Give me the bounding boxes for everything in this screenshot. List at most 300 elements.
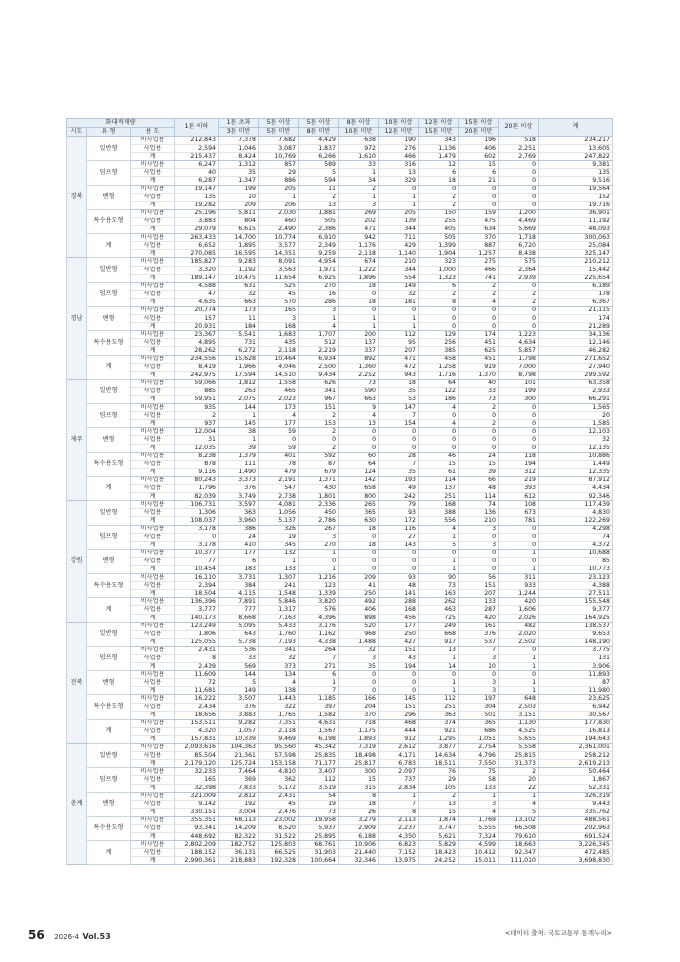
value-cell: 1 — [299, 565, 339, 573]
value-cell: 2,026 — [499, 614, 539, 622]
total-cell: 488,561 — [539, 816, 613, 824]
value-cell: 8,438 — [499, 250, 539, 258]
value-cell: 1,162 — [299, 630, 339, 638]
value-cell: 0 — [299, 557, 339, 565]
use-cell: 계 — [131, 857, 175, 865]
total-cell: 299,592 — [539, 371, 613, 379]
table-row — [67, 776, 613, 784]
value-cell: 1,760 — [259, 630, 299, 638]
value-cell: 4,588 — [175, 282, 219, 290]
use-cell: 계 — [131, 420, 175, 428]
value-cell: 13,975 — [379, 857, 419, 865]
use-cell: 사업용 — [131, 193, 175, 201]
value-cell: 0 — [339, 557, 379, 565]
value-cell: 133 — [459, 598, 499, 606]
value-cell: 0 — [339, 679, 379, 687]
header-col-6: 10톤 이상 — [379, 119, 419, 128]
value-cell: 1,896 — [339, 274, 379, 282]
value-cell: 4,046 — [259, 363, 299, 371]
value-cell: 2,431 — [259, 792, 299, 800]
value-cell: 4 — [459, 808, 499, 816]
value-cell: 2,118 — [259, 727, 299, 735]
table-row — [67, 452, 613, 460]
value-cell: 1 — [499, 565, 539, 573]
value-cell: 143 — [379, 541, 419, 549]
value-cell: 6 — [419, 169, 459, 177]
use-cell: 사업용 — [131, 630, 175, 638]
value-cell: 8,798 — [499, 371, 539, 379]
header-sub-7: 15톤 미만 — [419, 128, 459, 137]
value-cell: 781 — [499, 517, 539, 525]
table-row — [67, 800, 613, 808]
value-cell: 7,163 — [259, 614, 299, 622]
value-cell: 2,434 — [175, 703, 219, 711]
total-cell: 12,103 — [539, 428, 613, 436]
value-cell: 2,812 — [219, 792, 259, 800]
value-cell: 448,692 — [175, 833, 219, 841]
value-cell: 19,147 — [175, 185, 219, 193]
value-cell: 1,223 — [499, 331, 539, 339]
value-cell: 45,342 — [299, 744, 339, 752]
use-cell: 계 — [131, 396, 175, 404]
value-cell: 330,151 — [175, 808, 219, 816]
value-cell: 2,179,120 — [175, 760, 219, 768]
value-cell: 482 — [499, 622, 539, 630]
value-cell: 163 — [419, 590, 459, 598]
value-cell: 12,004 — [175, 428, 219, 436]
value-cell: 13 — [419, 646, 459, 654]
type-cell: 특수용도형 — [87, 209, 131, 233]
total-cell: 4,298 — [539, 525, 613, 533]
table-row — [67, 169, 613, 177]
value-cell: 68,761 — [299, 841, 339, 849]
value-cell: 1,606 — [499, 606, 539, 614]
use-cell: 계 — [131, 153, 175, 161]
value-cell: 66 — [459, 476, 499, 484]
value-cell: 270,085 — [175, 250, 219, 258]
value-cell: 264 — [299, 646, 339, 654]
value-cell: 194 — [499, 460, 539, 468]
value-cell: 104,363 — [219, 744, 259, 752]
type-cell: 계 — [87, 841, 131, 865]
value-cell: 24 — [219, 533, 259, 541]
table-row — [67, 760, 613, 768]
use-cell: 계 — [131, 517, 175, 525]
total-cell: 87,912 — [539, 476, 613, 484]
value-cell: 31,903 — [299, 849, 339, 857]
value-cell: 741 — [459, 274, 499, 282]
value-cell: 17,594 — [219, 371, 259, 379]
value-cell: 4 — [499, 800, 539, 808]
value-cell: 1,000 — [419, 266, 459, 274]
value-cell: 406 — [339, 606, 379, 614]
use-cell: 비사업용 — [131, 185, 175, 193]
value-cell: 0 — [499, 412, 539, 420]
table-row — [67, 412, 613, 420]
value-cell: 10,774 — [259, 234, 299, 242]
use-cell: 사업용 — [131, 315, 175, 323]
value-cell: 10 — [459, 663, 499, 671]
value-cell: 92,347 — [499, 849, 539, 857]
total-cell: 12,335 — [539, 468, 613, 476]
value-cell: 5,558 — [499, 744, 539, 752]
use-cell: 비사업용 — [131, 209, 175, 217]
use-cell: 계 — [131, 711, 175, 719]
use-cell: 사업용 — [131, 363, 175, 371]
value-cell: 0 — [175, 533, 219, 541]
value-cell: 172 — [379, 517, 419, 525]
value-cell: 341 — [299, 387, 339, 395]
table-row — [67, 177, 613, 185]
table-row — [67, 379, 613, 387]
value-cell: 20 — [499, 776, 539, 784]
value-cell: 48 — [459, 485, 499, 493]
use-cell: 사업용 — [131, 387, 175, 395]
value-cell: 8 — [379, 808, 419, 816]
total-cell: 11,192 — [539, 217, 613, 225]
value-cell: 212,843 — [175, 137, 219, 145]
value-cell: 5,829 — [419, 841, 459, 849]
use-cell: 비사업용 — [131, 695, 175, 703]
use-cell: 사업용 — [131, 412, 175, 420]
value-cell: 25,817 — [339, 760, 379, 768]
value-cell: 5,541 — [219, 331, 259, 339]
value-cell: 466 — [379, 153, 419, 161]
header-sub-4: 8톤 미만 — [299, 128, 339, 137]
table-row — [67, 306, 613, 314]
value-cell: 2,909 — [339, 824, 379, 832]
value-cell: 2,769 — [499, 153, 539, 161]
table-row — [67, 493, 613, 501]
use-cell: 계 — [131, 250, 175, 258]
header-sub-5: 10톤 미만 — [339, 128, 379, 137]
value-cell: 269 — [339, 209, 379, 217]
total-cell: 34,136 — [539, 331, 613, 339]
value-cell: 1 — [499, 792, 539, 800]
value-cell: 249 — [419, 622, 459, 630]
value-cell: 159 — [459, 209, 499, 217]
table-row — [67, 784, 613, 792]
value-cell: 2,754 — [459, 744, 499, 752]
total-cell: 155,548 — [539, 598, 613, 606]
table-row — [67, 137, 613, 145]
value-cell: 2,075 — [219, 396, 259, 404]
table-row — [67, 217, 613, 225]
value-cell: 0 — [379, 671, 419, 679]
use-cell: 비사업용 — [131, 331, 175, 339]
type-cell: 덤프형 — [87, 282, 131, 306]
value-cell: 15,011 — [459, 857, 499, 865]
use-cell: 계 — [131, 541, 175, 549]
use-cell: 계 — [131, 687, 175, 695]
use-cell: 사업용 — [131, 436, 175, 444]
table-row — [67, 226, 613, 234]
value-cell: 0 — [459, 436, 499, 444]
value-cell: 123 — [299, 582, 339, 590]
value-cell: 4 — [419, 525, 459, 533]
value-cell: 20,774 — [175, 306, 219, 314]
value-cell: 21 — [459, 177, 499, 185]
value-cell: 66,508 — [499, 824, 539, 832]
value-cell: 9 — [339, 404, 379, 412]
value-cell: 7,152 — [379, 849, 419, 857]
value-cell: 287 — [459, 606, 499, 614]
total-cell: 36,901 — [539, 209, 613, 217]
value-cell: 8,238 — [175, 452, 219, 460]
value-cell: 9,469 — [259, 735, 299, 743]
value-cell: 575 — [499, 258, 539, 266]
value-cell: 1,175 — [339, 727, 379, 735]
use-cell: 계 — [131, 444, 175, 452]
table-row — [67, 590, 613, 598]
value-cell: 512 — [299, 339, 339, 347]
value-cell: 59,066 — [175, 379, 219, 387]
table-row — [67, 841, 613, 849]
value-cell: 8 — [419, 298, 459, 306]
value-cell: 21,361 — [219, 752, 259, 760]
value-cell: 323 — [419, 258, 459, 266]
value-cell: 15 — [419, 808, 459, 816]
value-cell: 468 — [379, 719, 419, 727]
value-cell: 16 — [299, 290, 339, 298]
value-cell: 3,777 — [175, 606, 219, 614]
value-cell: 4 — [459, 298, 499, 306]
value-cell: 0 — [379, 436, 419, 444]
value-cell: 3 — [459, 541, 499, 549]
value-cell: 4,115 — [219, 590, 259, 598]
value-cell: 1 — [259, 193, 299, 201]
value-cell: 33 — [219, 655, 259, 663]
type-cell: 특수용도형 — [87, 816, 131, 840]
value-cell: 1 — [499, 687, 539, 695]
value-cell: 10 — [219, 193, 259, 201]
value-cell: 7,682 — [259, 137, 299, 145]
total-cell: 247,822 — [539, 153, 613, 161]
total-cell: 32 — [539, 436, 613, 444]
value-cell: 2,118 — [259, 347, 299, 355]
value-cell: 0 — [419, 444, 459, 452]
value-cell: 2 — [419, 792, 459, 800]
table-row — [67, 193, 613, 201]
value-cell: 137 — [339, 339, 379, 347]
value-cell: 111,010 — [499, 857, 539, 865]
use-cell: 비사업용 — [131, 768, 175, 776]
total-cell: 13,605 — [539, 145, 613, 153]
value-cell: 376 — [219, 485, 259, 493]
value-cell: 1 — [419, 557, 459, 565]
value-cell: 35 — [219, 169, 259, 177]
use-cell: 계 — [131, 468, 175, 476]
value-cell: 917 — [419, 638, 459, 646]
value-cell: 31,373 — [499, 760, 539, 768]
use-cell: 사업용 — [131, 557, 175, 565]
value-cell: 898 — [339, 614, 379, 622]
use-cell: 계 — [131, 493, 175, 501]
value-cell: 505 — [419, 234, 459, 242]
value-cell: 2,476 — [259, 808, 299, 816]
value-cell: 3 — [299, 533, 339, 541]
table-row — [67, 582, 613, 590]
value-cell: 420 — [459, 614, 499, 622]
value-cell: 0 — [499, 525, 539, 533]
use-cell: 비사업용 — [131, 452, 175, 460]
table-row — [67, 290, 613, 298]
value-cell: 3 — [339, 201, 379, 209]
value-cell: 138 — [259, 687, 299, 695]
value-cell: 265 — [339, 501, 379, 509]
value-cell: 13 — [299, 201, 339, 209]
use-cell: 사업용 — [131, 533, 175, 541]
value-cell: 373 — [259, 663, 299, 671]
table-row — [67, 768, 613, 776]
use-cell: 사업용 — [131, 727, 175, 735]
use-cell: 계 — [131, 177, 175, 185]
value-cell: 570 — [259, 298, 299, 306]
value-cell: 1,796 — [175, 485, 219, 493]
value-cell: 53 — [379, 396, 419, 404]
value-cell: 0 — [499, 420, 539, 428]
value-cell: 182,752 — [219, 841, 259, 849]
value-cell: 205 — [259, 185, 299, 193]
value-cell: 135 — [175, 193, 219, 201]
value-cell: 4,171 — [379, 752, 419, 760]
value-cell: 288 — [379, 598, 419, 606]
use-cell: 사업용 — [131, 339, 175, 347]
table-row — [67, 428, 613, 436]
value-cell: 451 — [459, 339, 499, 347]
value-cell: 1,257 — [459, 250, 499, 258]
value-cell: 1 — [339, 315, 379, 323]
value-cell: 2,802,209 — [175, 841, 219, 849]
value-cell: 32 — [339, 646, 379, 654]
value-cell: 942 — [339, 234, 379, 242]
value-cell: 4,954 — [299, 258, 339, 266]
value-cell: 186 — [419, 396, 459, 404]
total-cell: 177,830 — [539, 719, 613, 727]
value-cell: 112 — [379, 331, 419, 339]
value-cell: 2,386 — [299, 226, 339, 234]
value-cell: 24,252 — [419, 857, 459, 865]
value-cell: 275 — [459, 258, 499, 266]
value-cell: 183 — [219, 565, 259, 573]
value-cell: 0 — [339, 687, 379, 695]
type-cell: 밴형 — [87, 549, 131, 573]
type-cell: 계 — [87, 355, 131, 379]
value-cell: 6,652 — [175, 242, 219, 250]
use-cell: 사업용 — [131, 606, 175, 614]
total-cell: 194,643 — [539, 735, 613, 743]
value-cell: 0 — [259, 436, 299, 444]
value-cell: 466 — [459, 266, 499, 274]
table-row — [67, 646, 613, 654]
value-cell: 168 — [259, 323, 299, 331]
total-cell: 472,485 — [539, 849, 613, 857]
value-cell: 6,272 — [219, 347, 259, 355]
value-cell: 972 — [339, 145, 379, 153]
value-cell: 1,567 — [299, 727, 339, 735]
value-cell: 5,738 — [219, 638, 259, 646]
table-row — [67, 363, 613, 371]
total-cell: 21,289 — [539, 323, 613, 331]
value-cell: 300 — [339, 768, 379, 776]
total-cell: 20 — [539, 412, 613, 420]
value-cell: 59 — [259, 444, 299, 452]
value-cell: 25,815 — [499, 752, 539, 760]
value-cell: 209 — [339, 574, 379, 582]
type-cell: 일반형 — [87, 622, 131, 646]
value-cell: 673 — [499, 509, 539, 517]
value-cell: 32,398 — [175, 784, 219, 792]
value-cell: 125,724 — [219, 760, 259, 768]
value-cell: 0 — [419, 323, 459, 331]
use-cell: 비사업용 — [131, 234, 175, 242]
value-cell: 218,883 — [219, 857, 259, 865]
value-cell: 2,939 — [499, 274, 539, 282]
value-cell: 207 — [379, 347, 419, 355]
value-cell: 2,118 — [339, 250, 379, 258]
use-cell: 비사업용 — [131, 404, 175, 412]
header-col-4: 5톤 이상 — [299, 119, 339, 128]
value-cell: 2 — [499, 768, 539, 776]
value-cell: 625 — [459, 347, 499, 355]
value-cell: 11,681 — [175, 687, 219, 695]
use-cell: 비사업용 — [131, 841, 175, 849]
value-cell: 406 — [459, 145, 499, 153]
value-cell: 592 — [299, 452, 339, 460]
type-cell: 덤프형 — [87, 646, 131, 670]
value-cell: 405 — [419, 226, 459, 234]
value-cell: 1 — [219, 436, 259, 444]
total-cell: 52,331 — [539, 784, 613, 792]
value-cell: 136 — [459, 509, 499, 517]
value-cell: 58 — [459, 776, 499, 784]
total-cell: 21,115 — [539, 306, 613, 314]
table-row — [67, 557, 613, 565]
value-cell: 1,312 — [219, 161, 259, 169]
value-cell: 376 — [219, 703, 259, 711]
value-cell: 3 — [459, 655, 499, 663]
region-cell: 경북 — [67, 137, 87, 258]
value-cell: 40 — [459, 379, 499, 387]
type-cell: 일반형 — [87, 137, 131, 161]
value-cell: 0 — [459, 323, 499, 331]
use-cell: 비사업용 — [131, 646, 175, 654]
use-cell: 비사업용 — [131, 501, 175, 509]
value-cell: 100,664 — [299, 857, 339, 865]
value-cell: 111 — [219, 460, 259, 468]
value-cell: 5,137 — [259, 517, 299, 525]
value-cell: 35 — [379, 468, 419, 476]
value-cell: 725 — [419, 614, 459, 622]
value-cell: 47 — [175, 290, 219, 298]
value-cell: 1,244 — [499, 590, 539, 598]
table-row — [67, 501, 613, 509]
value-cell: 270 — [299, 282, 339, 290]
table-row — [67, 744, 613, 752]
value-cell: 3,883 — [175, 217, 219, 225]
value-cell: 10,906 — [339, 841, 379, 849]
total-cell: 6,367 — [539, 298, 613, 306]
value-cell: 7 — [379, 800, 419, 808]
value-cell: 45 — [259, 800, 299, 808]
value-cell: 525 — [259, 282, 299, 290]
total-cell: 202,963 — [539, 824, 613, 832]
value-cell: 731 — [219, 339, 259, 347]
value-cell: 15 — [459, 161, 499, 169]
value-cell: 123,249 — [175, 622, 219, 630]
table-row — [67, 420, 613, 428]
value-cell: 444 — [379, 727, 419, 735]
